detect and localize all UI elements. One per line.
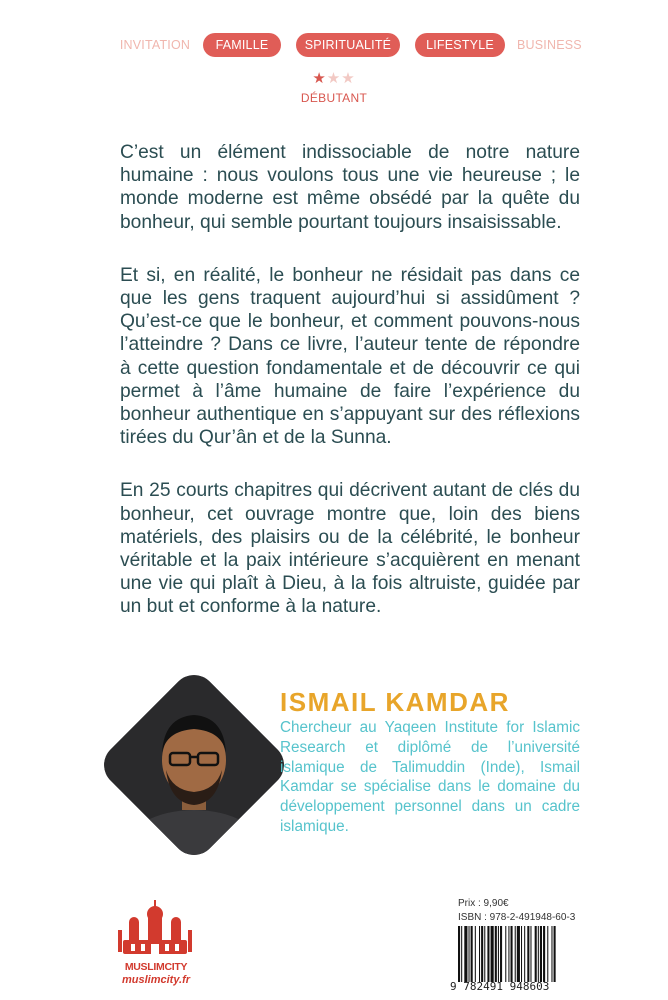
barcode-bar — [521, 926, 522, 982]
price-label: Prix : 9,90€ — [458, 898, 509, 909]
barcode-bar — [500, 926, 502, 982]
isbn-label: ISBN : 978-2-491948-60-3 — [458, 912, 576, 923]
barcode-bar — [511, 926, 513, 982]
barcode-bar — [475, 926, 476, 982]
barcode-bar — [540, 926, 542, 982]
barcode-bar — [517, 926, 520, 982]
barcode-bar — [547, 926, 548, 982]
difficulty-stars — [0, 69, 668, 87]
difficulty-label: DÉBUTANT — [300, 91, 368, 105]
barcode-bar — [530, 926, 531, 982]
barcode-bar — [471, 926, 473, 982]
barcode-bar — [484, 926, 485, 982]
barcode-bar — [515, 926, 516, 982]
barcode-bar — [491, 926, 494, 982]
book-description — [120, 141, 580, 649]
author-portrait — [95, 666, 293, 864]
barcode-bar — [551, 926, 552, 982]
star-icon: ★ — [312, 70, 327, 87]
author-bio: Chercheur au Yaqeen Institute for Islamic Research et diplômé de l’université islamique de Talimuddin (Inde), Ismail Kamdar se spécialise dans le domaine du développement personnel dans un cadre islamique. — [280, 719, 580, 835]
barcode-bar — [524, 926, 525, 982]
barcode-bar — [508, 926, 509, 982]
author-name: ISMAIL KAMDAR — [280, 687, 510, 717]
barcode-bar — [458, 926, 460, 982]
category-famille[interactable]: FAMILLE — [203, 33, 281, 57]
barcode-bar — [461, 926, 462, 982]
category-invitation[interactable]: INVITATION — [119, 38, 191, 52]
barcode-digits: 9 782491 948603 — [450, 980, 550, 993]
barcode-bar — [464, 926, 467, 982]
barcode-bar — [487, 926, 489, 982]
barcode-bar — [469, 926, 470, 982]
barcode-bar — [554, 926, 556, 982]
barcode-bar — [505, 926, 506, 982]
publisher-name: MUSLIMCITY — [124, 961, 188, 973]
category-business[interactable]: BUSINESS — [517, 38, 582, 52]
barcode-bar — [538, 926, 539, 982]
star-icon: ★ — [341, 70, 356, 87]
barcode-bar — [479, 926, 480, 982]
barcode-bar — [498, 926, 499, 982]
barcode-bar — [527, 926, 529, 982]
barcode-bar — [495, 926, 497, 982]
author-portrait-image — [95, 666, 293, 864]
star-icon: ★ — [326, 70, 342, 87]
description-paragraph: Et si, en réalité, le bonheur ne résidait pas dans ce que les gens traquent aujourd’hui si assidûment ? Qu’est-ce que le bonheur, et comment pouvons-nous l’atteindre ? Dans ce livre, l’auteur tente de répondre à cette question fondamentale et de découvrir ce qui permet à l’âme humaine de faire l’expérience du bonheur authentique en s’appuyant sur des réflexions tirées du Qur’ân et de la Sunna. — [120, 264, 580, 449]
category-spiritualite[interactable]: SPIRITUALITÉ — [296, 33, 400, 57]
barcode-bar — [543, 926, 545, 982]
publisher-url[interactable]: muslimcity.fr — [121, 974, 191, 986]
description-paragraph: En 25 courts chapitres qui décrivent autant de clés du bonheur, cet ouvrage montre que, loin des biens matériels, des plaisirs ou de la célébrité, le bonheur véritable et la paix intérieure s’acquièrent en menant une vie qui plaît à Dieu, à la fois altruiste, guidée par un but et conforme à la nature. — [120, 480, 580, 618]
barcode-bar — [481, 926, 483, 982]
description-paragraph: C’est un élément indissociable de notre nature humaine : nous voulons tous une vie heureuse ; le monde moderne est même obsédé par la quête du bonheur, qui semble pourtant toujours insaisissable. — [120, 142, 580, 233]
barcode-bar — [535, 926, 537, 982]
barcode — [458, 926, 584, 982]
category-lifestyle[interactable]: LIFESTYLE — [415, 33, 505, 57]
category-row — [0, 33, 668, 59]
